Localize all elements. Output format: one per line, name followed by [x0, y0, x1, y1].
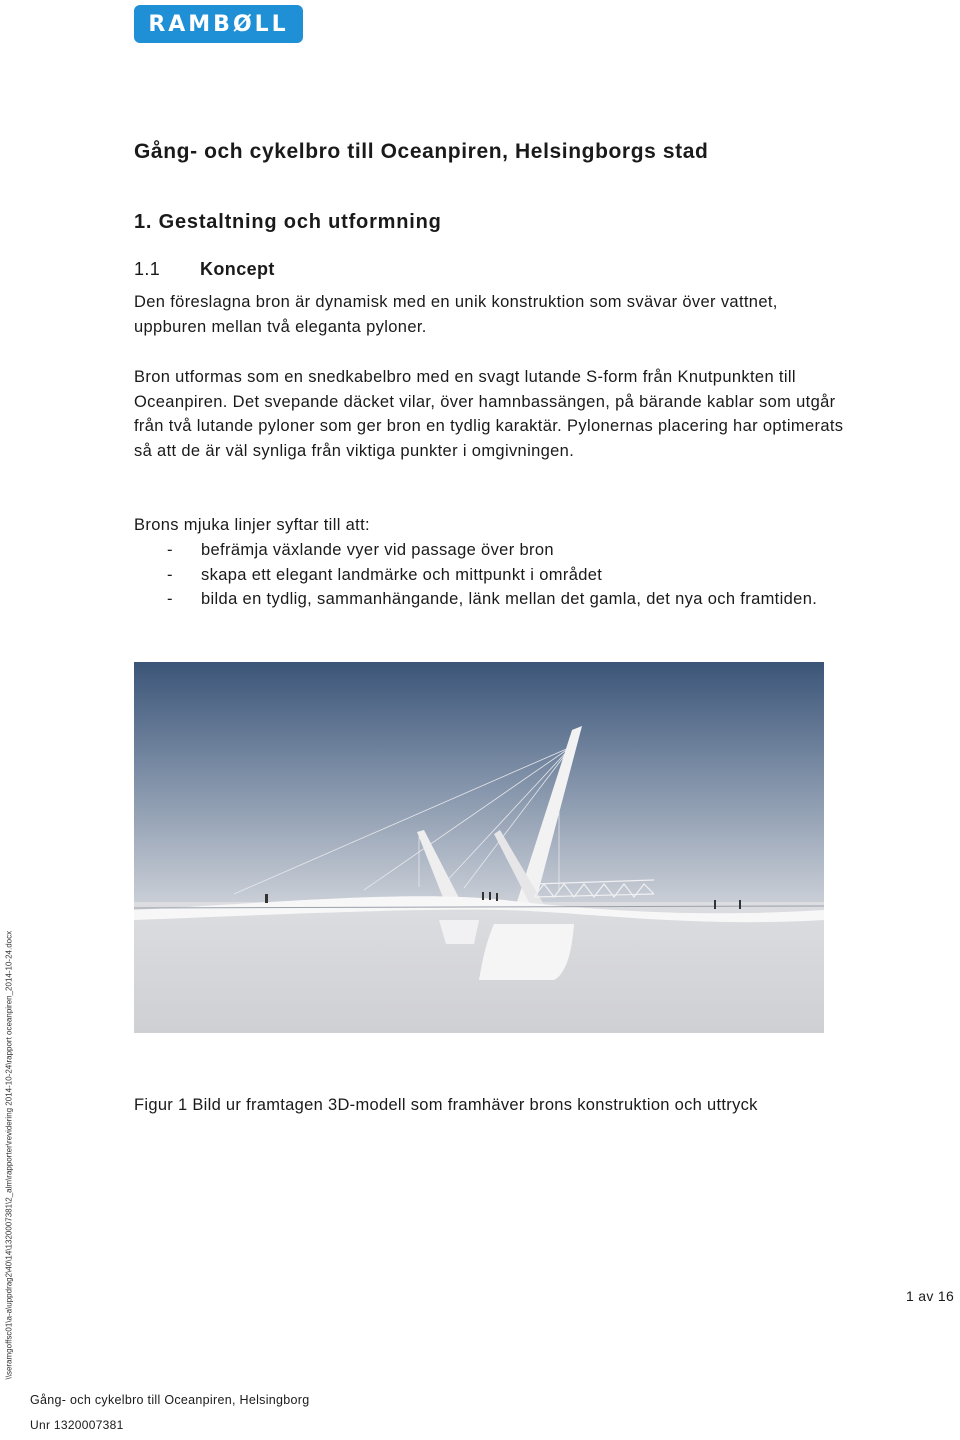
left-pier [439, 920, 479, 944]
side-file-path: \\seramgoffsc01\a-a\uppdrag2\40\14\1320007381\2_alm\rapporter\revidering 2014-10-24\rapport oceanpiren_2014-10-24.docx [4, 930, 14, 1380]
document-title: Gång- och cykelbro till Oceanpiren, Helsingborgs stad [134, 140, 709, 163]
figure-caption: Figur 1 Bild ur framtagen 3D-modell som framhäver brons konstruktion och uttryck [134, 1096, 758, 1114]
list-item [134, 563, 854, 588]
page-number: 1 av 16 [906, 1288, 955, 1304]
bullet-list [134, 538, 854, 612]
paragraph-description: Bron utformas som en snedkabelbro med en svagt lutande S-form från Knutpunkten till Oceanpiren. Det svepande däcket vilar, över hamnbassängen, på bärande kablar som utgår från två lutande pyloner som ger bron en tydlig karaktär. Pylonernas placering har optimerats så att de är väl synliga från viktiga punkter i omgivningen. [134, 368, 844, 460]
footer-title: Gång- och cykelbro till Oceanpiren, Helsingborg [30, 1393, 310, 1407]
bullet-dash: - [167, 541, 173, 559]
bullet-text: befrämja växlande vyer vid passage över bron [201, 541, 554, 559]
bullet-dash: - [167, 565, 173, 584]
logo-text: RAMBØLL [148, 11, 289, 37]
subsection-heading [134, 259, 275, 280]
paragraph-intro: Den föreslagna bron är dynamisk med en unik konstruktion som svävar över vattnet, uppburen mellan två eleganta pyloner. [134, 293, 778, 336]
subsection-title: Koncept [200, 259, 275, 279]
main-pier [479, 924, 574, 980]
ramboll-logo [134, 5, 303, 43]
section-heading: 1. Gestaltning och utformning [134, 211, 442, 233]
footer-unr: Unr 1320007381 [30, 1418, 124, 1432]
bullet-text: skapa ett elegant landmärke och mittpunkt i området [201, 565, 603, 584]
bridge-render-image [134, 662, 824, 1033]
subsection-number: 1.1 [134, 259, 161, 279]
list-item [134, 538, 854, 563]
bullet-dash: - [167, 590, 173, 609]
paragraph-lines-intro: Brons mjuka linjer syftar till att: [134, 516, 370, 534]
bullet-text: bilda en tydlig, sammanhängande, länk mellan det gamla, det nya och framtiden. [201, 590, 818, 609]
list-item [134, 587, 854, 612]
